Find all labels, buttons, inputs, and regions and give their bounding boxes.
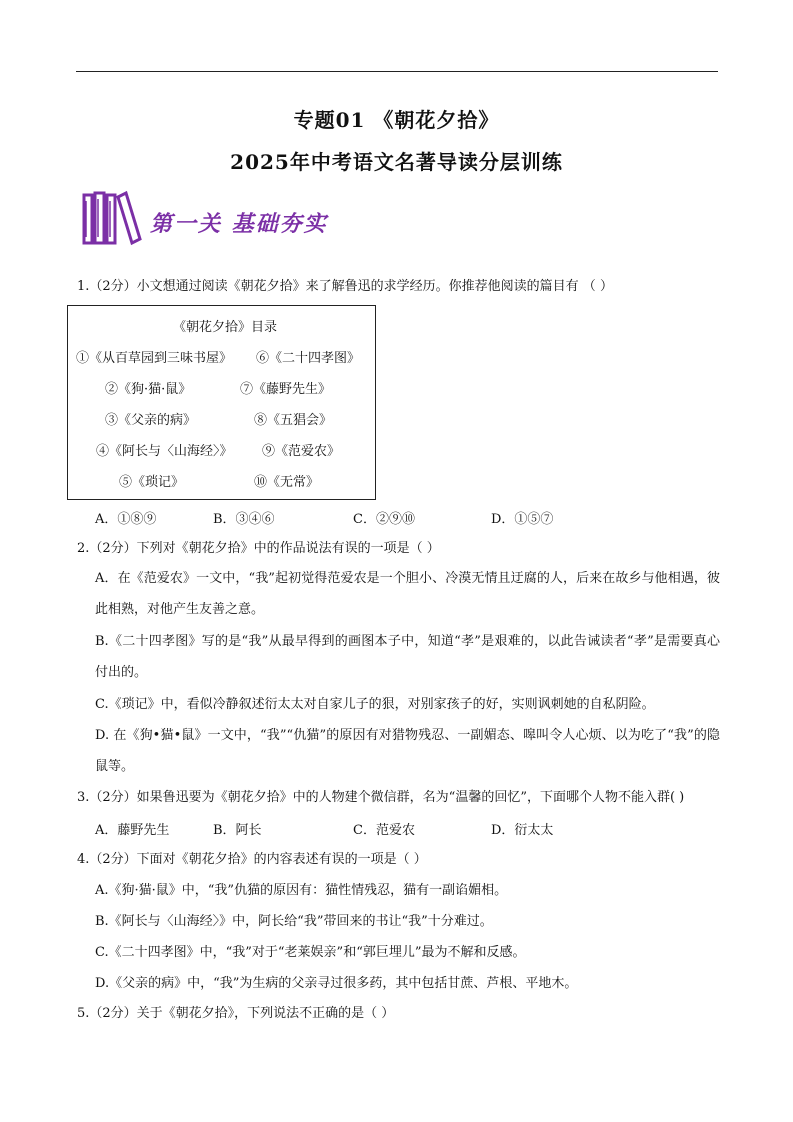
option-b[interactable]: B．阿长: [213, 823, 262, 838]
option-b[interactable]: B．③④⑥: [213, 512, 275, 527]
question-2-option-c[interactable]: C.《琐记》中，看似冷静叙述衍太太对自家儿子的狠，对别家孩子的好，实则讽刺她的自私阴险。: [95, 697, 655, 712]
toc-item: ②《狗·猫·鼠》: [105, 382, 192, 397]
question-4-stem: 4.（2分）下面对《朝花夕拾》的内容表述有误的一项是（ ）: [77, 852, 427, 867]
toc-item: ⑦《藤野先生》: [240, 382, 332, 397]
question-5-stem: 5.（2分）关于《朝花夕拾》，下列说法不正确的是（ ）: [77, 1006, 395, 1021]
question-2-option-a[interactable]: A．在《范爱农》一文中，“我”起初觉得范爱农是一个胆小、冷漠无情且迂腐的人，后来在故乡与他相遇，彼此相熟，对他产生友善之意。: [95, 571, 720, 617]
toc-item: ⑤《琐记》: [119, 475, 185, 490]
toc-item: ⑥《二十四孝图》: [256, 351, 361, 366]
question-1-stem: 1.（2分）小文想通过阅读《朝花夕拾》来了解鲁迅的求学经历。你推荐他阅读的篇目有 （ ）: [77, 279, 613, 294]
question-3-stem: 3.（2分）如果鲁迅要为《朝花夕拾》中的人物建个微信群，名为“温馨的回忆”，下面哪个人物不能入群( ): [77, 790, 685, 805]
question-4-option-a[interactable]: A.《狗·猫·鼠》中，“我”仇猫的原因有：猫性情残忍，猫有一副谄媚相。: [95, 883, 508, 898]
page-subtitle: 2025年中考语文名著导读分层训练: [230, 150, 563, 174]
toc-item: ⑩《无常》: [254, 475, 320, 490]
toc-item: ③《父亲的病》: [105, 413, 197, 428]
question-2-option-d[interactable]: D. 在《狗•猫•鼠》一文中，“我”“仇猫”的原因有对猎物残忍、一副媚态、嗥叫令人心烦、以为吃了“我”的隐鼠等。: [95, 728, 720, 774]
question-4-option-d[interactable]: D.《父亲的病》中，“我”为生病的父亲寻过很多药，其中包括甘蔗、芦根、平地木。: [95, 976, 578, 991]
toc-item: ⑧《五猖会》: [254, 413, 333, 428]
toc-item: ⑨《范爱农》: [262, 444, 341, 459]
section-banner: [80, 187, 380, 249]
option-a[interactable]: A．①⑧⑨: [95, 512, 157, 527]
section-banner-text: 第一关 基础夯实: [150, 211, 328, 237]
question-2-stem: 2.（2分）下列对《朝花夕拾》中的作品说法有误的一项是（ ）: [77, 541, 440, 556]
question-4-option-b[interactable]: B.《阿长与〈山海经〉》中，阿长给“我”带回来的书让“我”十分难过。: [95, 914, 493, 929]
option-c[interactable]: C．②⑨⑩: [353, 512, 415, 527]
header-rule: [76, 71, 718, 72]
option-d[interactable]: D．衍太太: [491, 823, 554, 838]
books-icon: [80, 187, 142, 249]
question-4-option-c[interactable]: C.《二十四孝图》中，“我”对于“老莱娱亲”和“郭巨埋儿”最为不解和反感。: [95, 945, 526, 960]
option-d[interactable]: D．①⑤⑦: [491, 512, 554, 527]
question-2-option-b[interactable]: B.《二十四孝图》写的是“我”从最早得到的画图本子中，知道“孝”是艰难的，以此告诫读者“孝”是需要真心付出的。: [95, 634, 720, 680]
toc-item: ①《从百草园到三味书屋》: [76, 351, 233, 366]
option-c[interactable]: C．范爱农: [353, 823, 415, 838]
toc-title: 《朝花夕拾》目录: [173, 320, 278, 335]
toc-box: [67, 305, 376, 500]
toc-item: ④《阿长与〈山海经〉》: [96, 444, 233, 459]
option-a[interactable]: A．藤野先生: [95, 823, 170, 838]
page-title: 专题01 《朝花夕拾》: [293, 108, 500, 132]
